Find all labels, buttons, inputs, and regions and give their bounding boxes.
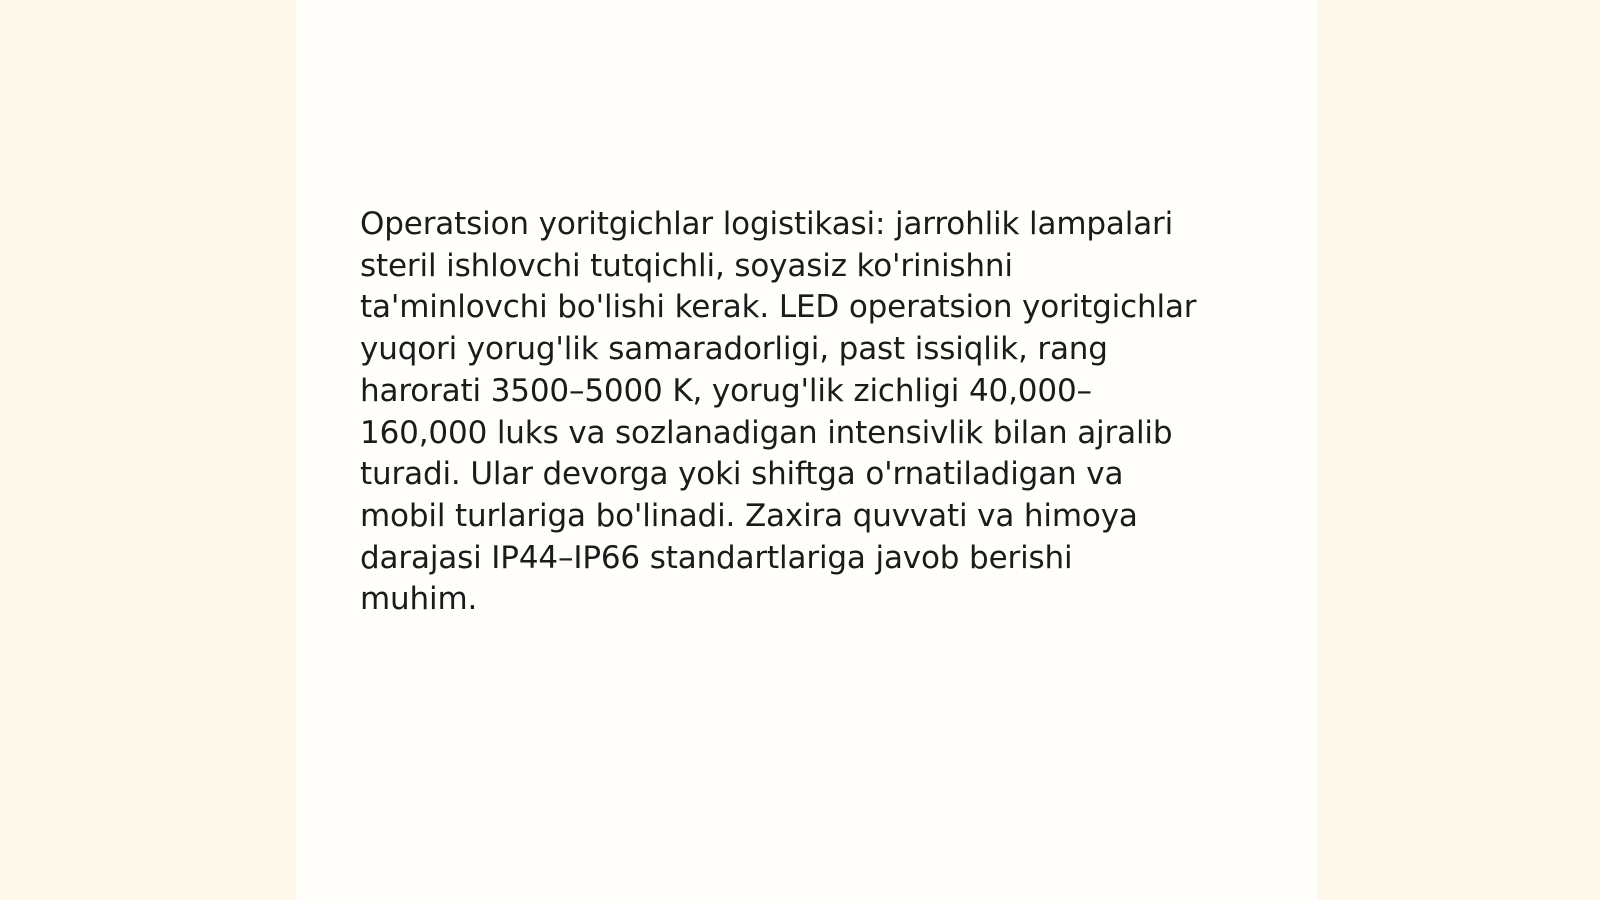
document-page [296,0,1318,900]
paragraph-line: muhim. [360,581,478,618]
paragraph-line: ta'minlovchi bo'lishi kerak. LED operatsion yoritgichlar [360,289,1197,326]
paragraph-line: steril ishlovchi tutqichli, soyasiz ko'rinishni [360,247,1013,284]
paragraph-line: 160,000 luks va sozlanadigan intensivlik bilan ajralib [360,414,1173,451]
body-paragraph [360,204,1260,621]
paragraph-line: harorati 3500–5000 K, yorug'lik zichligi 40,000– [360,372,1092,409]
paragraph-line: Operatsion yoritgichlar logistikasi: jarrohlik lampalari [360,206,1174,242]
paragraph-line: mobil turlariga bo'linadi. Zaxira quvvati va himoya [360,497,1138,534]
paragraph-line: darajasi IP44–IP66 standartlariga javob berishi [360,539,1073,576]
paragraph-line: turadi. Ular devorga yoki shiftga o'rnatiladigan va [360,456,1124,493]
paragraph-line: yuqori yorug'lik samaradorligi, past issiqlik, rang [360,331,1108,368]
